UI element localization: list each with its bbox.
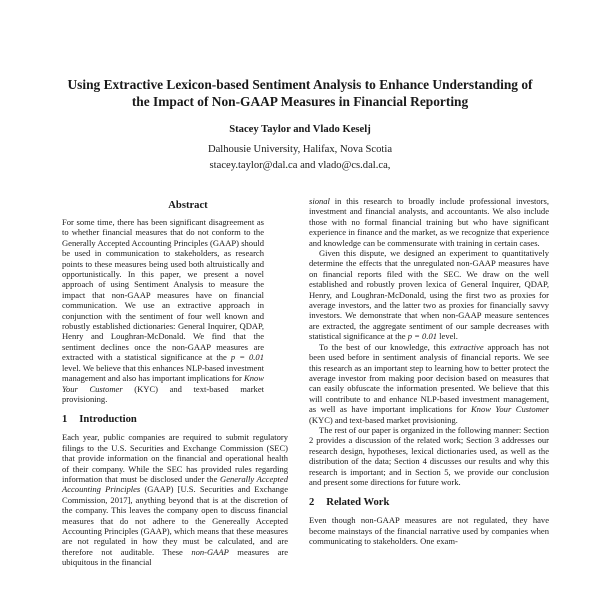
text-run: For some time, there has been significant disagreement as to whether financial measures that do not conform to the Generally Accepted Accounting Principles (GAAP) should be used in communication to stakeholders, as research points to these measures being used both altruistically and opportunistically. In this paper, we present a novel approach of using Sentiment Analysis to measure the impact that non-GAAP measures have on financial communication. We use an extractive approach in conjunction with the sentiment of four well known and robustly established dictionaries: General Inquirer, QDAP, Henry and Loughran-McDonald. We find that the sentiment declines once the non-GAAP measures are extracted with a statistical significance at the [62, 217, 264, 363]
text-run: (KYC) and text-based market provisioning. [62, 383, 265, 404]
body-paragraph-3 [309, 342, 549, 425]
section-heading-introduction [62, 414, 288, 425]
text-run: Each year, public companies are required to submit regulatory filings to the U.S. Securities and Exchange Commission (SEC) that provide information on the financial and operational health of their company. While the SEC has provided rules regarding information that must be disclosed under the [62, 432, 288, 484]
section-title: Introduction [79, 414, 137, 426]
emails: stacey.taylor@dal.ca and vlado@cs.dal.ca, [209, 160, 391, 171]
italic-text: sional [309, 196, 330, 206]
text-run: in this research to broadly include professional investors, investment and financial analysts, and accountants. We also include those with no formal financial training but who have significant experience in finance and the market, as we recognize that experience and knowledge can be commensurate with training in certain cases. [309, 196, 549, 248]
italic-text: Know Your Customer [470, 404, 549, 415]
text-run: Even though non-GAAP measures are not regulated, they have become mainstays of the financial narrative used by companies when communicating to stakeholders. One exam- [309, 515, 549, 547]
text-run: measures are ubiquitous in the financial [62, 546, 288, 568]
related-work-paragraph [309, 515, 549, 546]
affiliation: Dalhousie University, Halifax, Nova Scotia [207, 144, 393, 155]
paper-title [40, 76, 560, 110]
authors: Stacey Taylor and Vlado Keselj [229, 124, 371, 135]
body-paragraph-1 [309, 196, 549, 248]
text-run: (GAAP) [U.S. Securities and Exchange Commission, 2017], anything beyond that is at the discretion of the company. This leaves the company open to discuss financial measures that do not adhere to the Genereally Accepted Accounting Principles (GAAP), which means that these measures are not regulated in how they must be calculated, and are therefore not auditable. These [62, 484, 288, 557]
body-paragraph-4 [309, 425, 549, 487]
section-title: Related Work [326, 497, 390, 509]
text-run: To the best of our knowledge, this [319, 341, 450, 352]
math-text: p = 0.01 [407, 331, 438, 342]
text-run: Given this dispute, we designed an experiment to quantitatively determine the effects that the unregulated non-GAAP measures have on financial reports filed with the SEC. We draw on the well established and robustly proven lexica of General Inquirer, QDAP, Henry, and Loughran-McDonald, using the first two as proxies for average investors, and the latter two as proxies for financially savvy investors. We demonstrate that when non-GAAP measure sentences are extracted, the aggregate sentiment of our sample decreases with statistical significance at the [309, 248, 549, 342]
affiliation-block [40, 142, 560, 174]
section-number: 1 [62, 414, 68, 426]
text-run: The rest of our paper is organized in the following manner: Section 2 provides a discussion of the related work; Section 3 addresses our research design, hypotheses, lexical dictionaries used, as well as the distribution of the data; Section 4 discusses our results and why this research is important; and in Section 5, we provide our conclusion and present some directions for future work. [309, 424, 549, 487]
text-run: level. We believe that this enhances NLP-based investment management and also has important implications for [62, 362, 264, 384]
title-line-2: the Impact of Non-GAAP Measures in Financial Reporting [131, 94, 469, 109]
text-run: (KYC) and text-based market provisioning. [309, 414, 458, 425]
math-text: p = 0.01 [230, 352, 264, 363]
italic-text: extractive [449, 341, 484, 352]
text-run: approach has not been used before in sentiment analysis of financial reports. We see this research as an important step to learning how to better protect the average investor from making poor decision based on measures that can easily obfuscate the information presented. We believe that this will contribute to and enhance NLP-based investment management, as well as have important implications for [309, 341, 549, 415]
right-column [309, 196, 549, 547]
text-run: level. [437, 331, 458, 342]
section-heading-related-work [309, 497, 549, 508]
abstract-body [62, 217, 264, 404]
italic-text: Generally Accepted Accounting Principles [62, 473, 288, 495]
section-number: 2 [309, 497, 315, 509]
title-line-1: Using Extractive Lexicon-based Sentiment Analysis to Enhance Understanding of [67, 77, 533, 92]
left-column [62, 200, 288, 568]
body-paragraph-2 [309, 248, 549, 342]
introduction-paragraph [62, 432, 288, 567]
italic-text: Know Your Customer [62, 373, 264, 394]
italic-text: non-GAAP [191, 546, 229, 557]
abstract-heading: Abstract [168, 200, 208, 211]
